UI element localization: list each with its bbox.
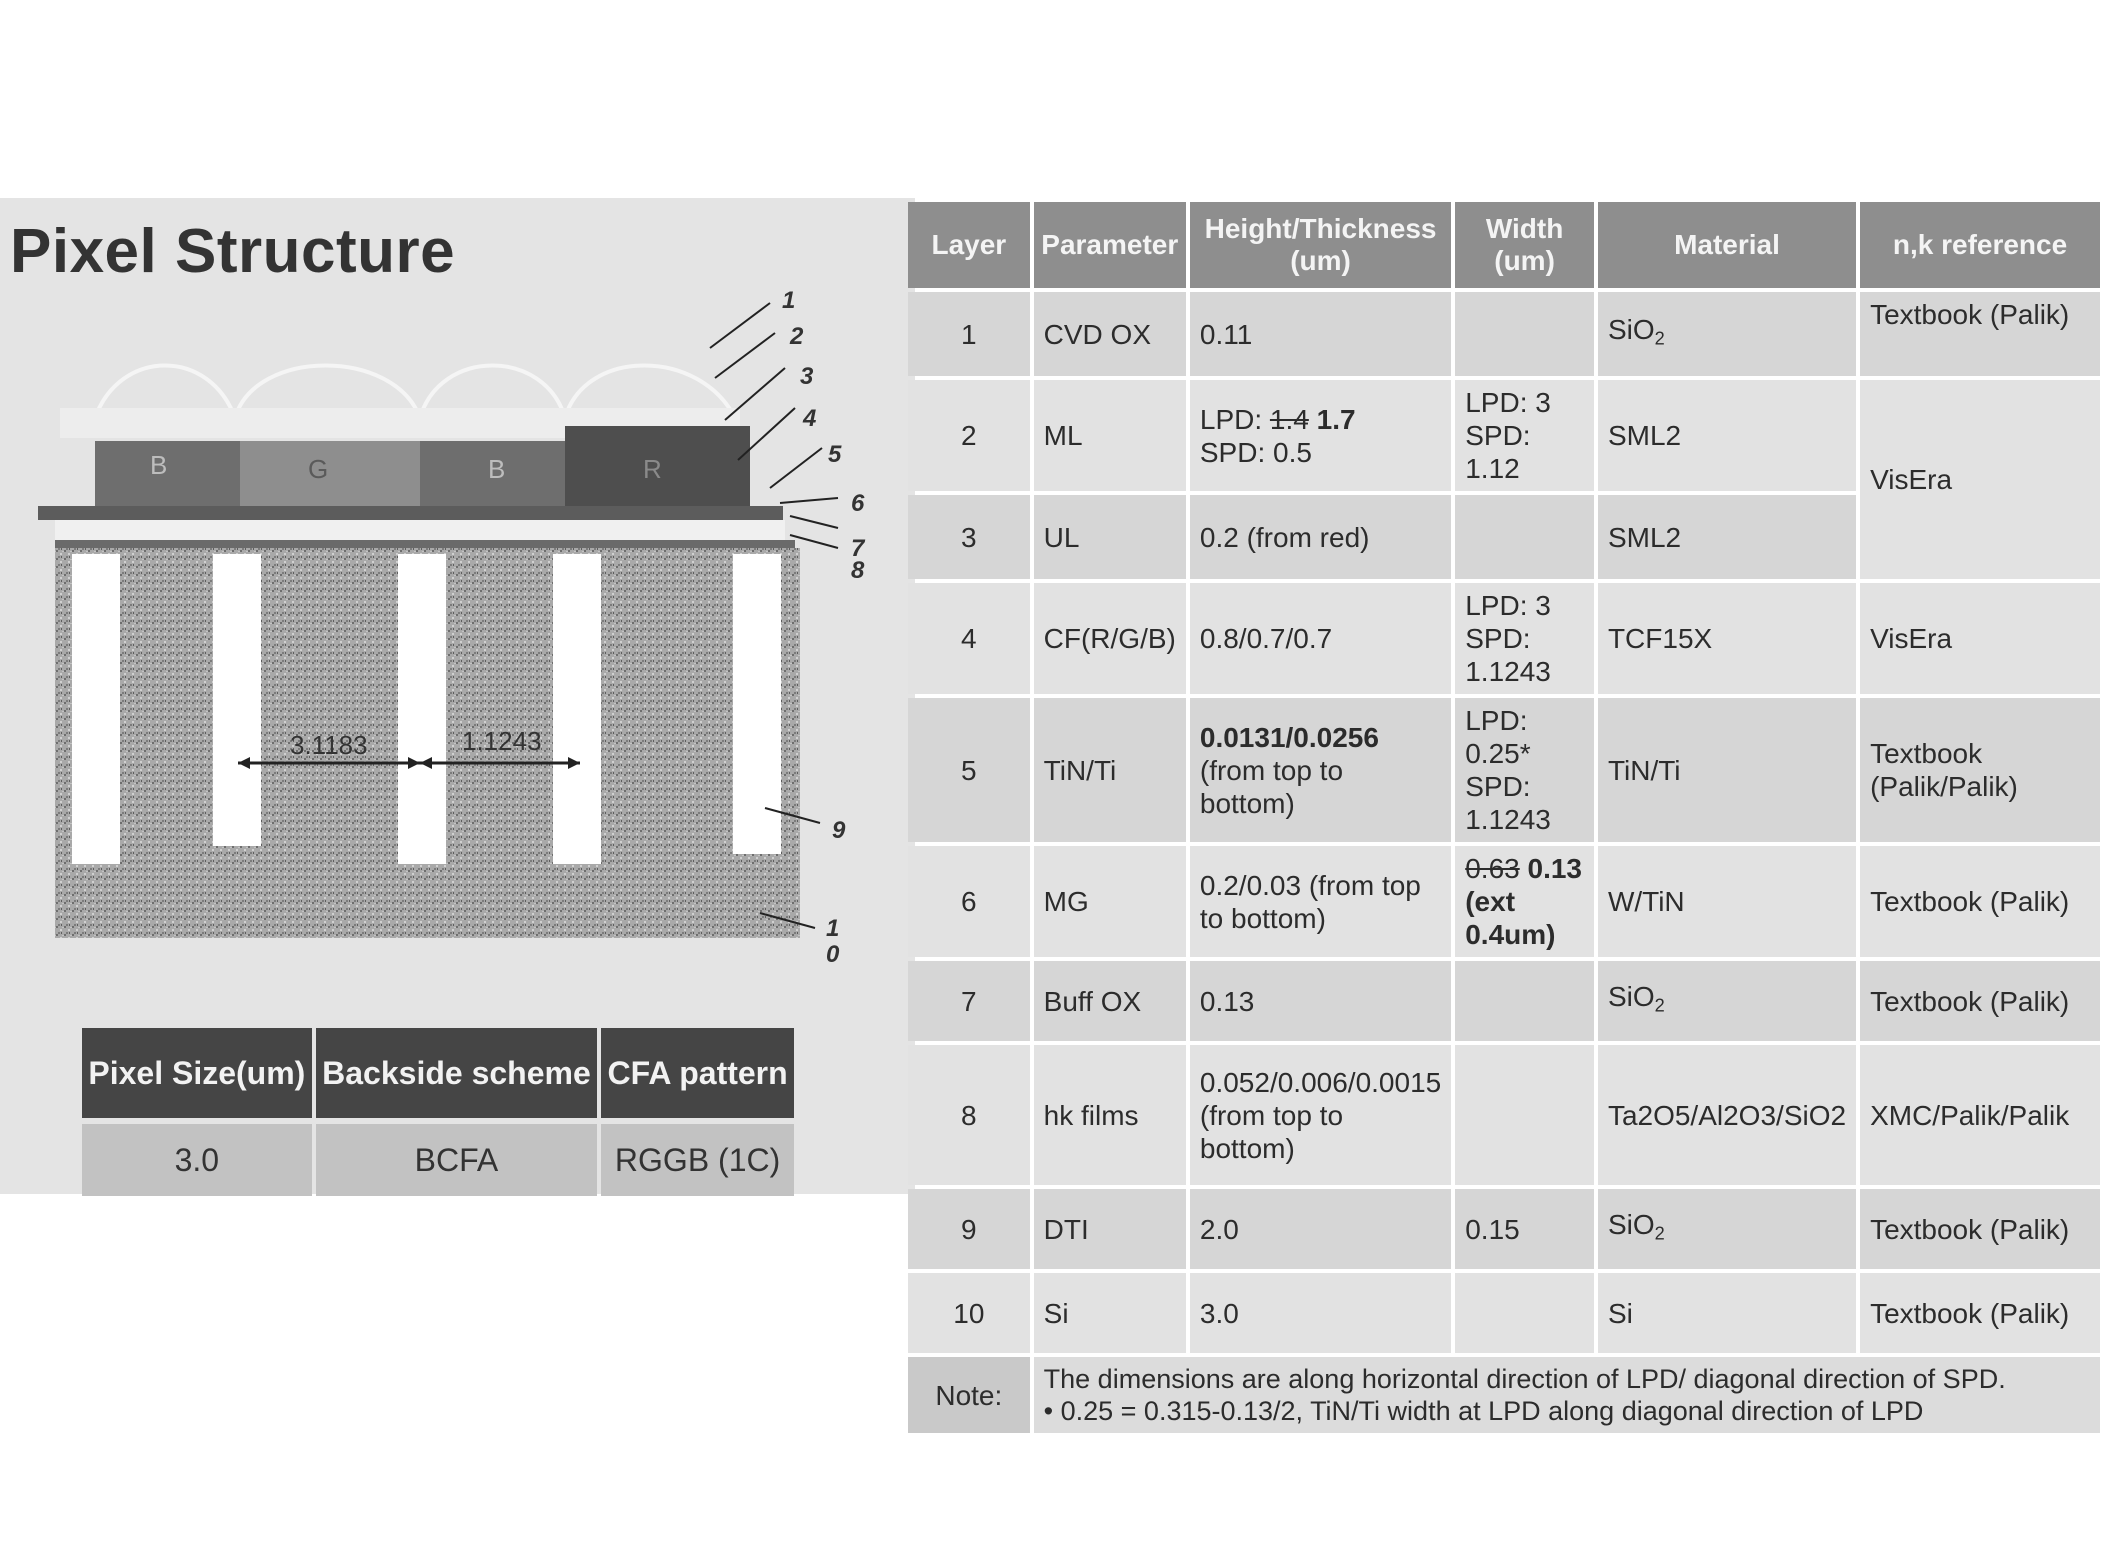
table-header-row [908, 202, 2100, 288]
width-value: LPD: 0.25* SPD: 1.1243 [1455, 698, 1594, 842]
filter-b1 [95, 441, 240, 509]
filter-label: R [643, 454, 662, 484]
height-value: 0.052/0.006/0.0015 (from top to bottom) [1190, 1045, 1451, 1185]
layer-number: 10 [908, 1273, 1030, 1353]
layer-number: 8 [908, 1045, 1030, 1185]
parameter: MG [1034, 846, 1186, 957]
parameter: ML [1034, 380, 1186, 491]
height-value: LPD: 1.4 1.7 SPD: 0.5 [1190, 380, 1451, 491]
width-value: 0.15 [1455, 1189, 1594, 1269]
material: Si [1598, 1273, 1856, 1353]
callout-number: 4 [803, 405, 817, 432]
nk-reference: Textbook (Palik/Palik) [1860, 698, 2100, 842]
callout-number: 5 [828, 441, 842, 468]
summary-header: Backside scheme [316, 1028, 598, 1118]
parameter: hk films [1034, 1045, 1186, 1185]
nk-reference: Textbook (Palik) [1860, 1189, 2100, 1269]
table-row [908, 380, 2100, 491]
nk-reference: Textbook (Palik) [1860, 846, 2100, 957]
table-row [908, 292, 2100, 376]
nk-reference: XMC/Palik/Palik [1860, 1045, 2100, 1185]
parameter: UL [1034, 495, 1186, 579]
slide-panel [0, 198, 915, 1194]
material: SiO$_2$ [1598, 961, 1856, 1041]
column-header: Material [1598, 202, 1856, 288]
dimension-label: 1.1243 [462, 726, 542, 756]
width-value [1455, 961, 1594, 1041]
table-row [908, 698, 2100, 842]
note-row [908, 1357, 2100, 1433]
height-value: 0.13 [1190, 961, 1451, 1041]
dti-trench [553, 554, 601, 864]
callout-number: 7 [851, 535, 865, 562]
pixel-summary-table [78, 1028, 798, 1196]
callout-number: 1 [782, 287, 796, 314]
nk-reference: Textbook (Palik) [1860, 1273, 2100, 1353]
filter-label: B [488, 454, 506, 484]
summary-header: CFA pattern [601, 1028, 794, 1118]
height-value: 0.8/0.7/0.7 [1190, 583, 1451, 694]
material: SiO$_2$ [1598, 1189, 1856, 1269]
table-row [908, 961, 2100, 1041]
table-row [908, 583, 2100, 694]
width-value: 0.63 0.13 (ext 0.4um) [1455, 846, 1594, 957]
layer-number: 4 [908, 583, 1030, 694]
parameter: Si [1034, 1273, 1186, 1353]
height-value: 0.2 (from red) [1190, 495, 1451, 579]
width-value [1455, 292, 1594, 376]
layer-table [904, 198, 2104, 1437]
filter-label: G [308, 454, 329, 484]
height-value: 0.11 [1190, 292, 1451, 376]
width-value: LPD: 3 SPD: 1.12 [1455, 380, 1594, 491]
summary-header: Pixel Size(um) [82, 1028, 312, 1118]
summary-value: 3.0 [82, 1118, 312, 1196]
parameter: Buff OX [1034, 961, 1186, 1041]
dti-trench [398, 554, 446, 864]
note-text: The dimensions are along horizontal direction of LPD/ diagonal direction of SPD. • 0.25 = 0.315-0.13/2, TiN/Ti width at LPD along diagonal direction of LPD [1034, 1357, 2100, 1433]
height-value: 3.0 [1190, 1273, 1451, 1353]
layer-number: 7 [908, 961, 1030, 1041]
column-header: Parameter [1034, 202, 1186, 288]
filter-label: B [150, 450, 168, 480]
layer-number: 5 [908, 698, 1030, 842]
note-label: Note: [908, 1357, 1030, 1433]
column-header: Height/Thickness (um) [1190, 202, 1451, 288]
dimension-label: 3.1183 [290, 730, 368, 760]
height-value: 0.2/0.03 (from top to bottom) [1190, 846, 1451, 957]
column-header: Layer [908, 202, 1030, 288]
material: W/TiN [1598, 846, 1856, 957]
width-value: LPD: 3 SPD: 1.1243 [1455, 583, 1594, 694]
width-value [1455, 495, 1594, 579]
parameter: CVD OX [1034, 292, 1186, 376]
height-value: 2.0 [1190, 1189, 1451, 1269]
filter-g [240, 441, 420, 509]
height-value: 0.0131/0.0256 (from top to bottom) [1190, 698, 1451, 842]
dti-trench [72, 554, 120, 864]
table-row [908, 1045, 2100, 1185]
callout-number: 8 [851, 557, 865, 584]
summary-value: BCFA [316, 1118, 598, 1196]
callout-number: 2 [790, 323, 804, 350]
material: SiO$_2$ [1598, 292, 1856, 376]
callout-number: 3 [800, 363, 814, 390]
callout-number: 9 [832, 817, 846, 844]
parameter: TiN/Ti [1034, 698, 1186, 842]
table-row [908, 846, 2100, 957]
callout-number: 0 [826, 941, 840, 968]
hk-film [55, 540, 795, 548]
dti-trench [733, 554, 781, 854]
material: SML2 [1598, 380, 1856, 491]
layer-number: 2 [908, 380, 1030, 491]
material: TiN/Ti [1598, 698, 1856, 842]
width-value [1455, 1045, 1594, 1185]
column-header: Width (um) [1455, 202, 1594, 288]
material: SML2 [1598, 495, 1856, 579]
nk-reference: Textbook (Palik) [1860, 961, 2100, 1041]
parameter: DTI [1034, 1189, 1186, 1269]
nk-reference: VisEra [1860, 583, 2100, 694]
buffer-ox [55, 520, 785, 540]
width-value [1455, 1273, 1594, 1353]
callout-number: 6 [851, 490, 865, 517]
table-row [908, 1273, 2100, 1353]
column-header: n,k reference [1860, 202, 2100, 288]
nk-reference: Textbook (Palik) [1860, 292, 2100, 376]
layer-number: 3 [908, 495, 1030, 579]
layer-number: 1 [908, 292, 1030, 376]
metal-grid-layer [38, 506, 783, 520]
material: Ta2O5/Al2O3/SiO2 [1598, 1045, 1856, 1185]
material: TCF15X [1598, 583, 1856, 694]
layer-number: 6 [908, 846, 1030, 957]
pixel-structure-diagram [0, 198, 915, 998]
callout-number: 1 [826, 915, 840, 942]
dti-trench [213, 554, 261, 846]
layer-number: 9 [908, 1189, 1030, 1269]
summary-value: RGGB (1C) [601, 1118, 794, 1196]
table-row [908, 1189, 2100, 1269]
parameter: CF(R/G/B) [1034, 583, 1186, 694]
nk-reference: VisEra [1860, 380, 2100, 579]
page-title: Pixel Structure [10, 217, 456, 286]
